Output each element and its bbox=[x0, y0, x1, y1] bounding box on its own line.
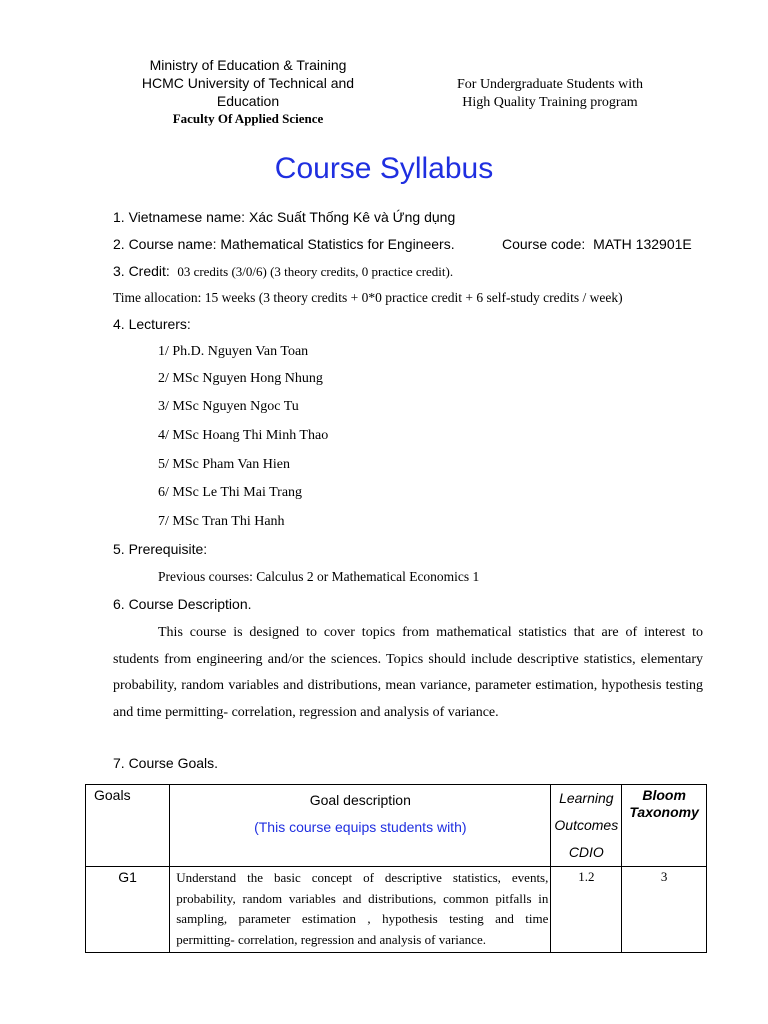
lecturer-item: 4/ MSc Hoang Thi Minh Thao bbox=[158, 428, 329, 443]
lecturer-item: 3/ MSc Nguyen Ngoc Tu bbox=[158, 399, 299, 414]
credit-line bbox=[113, 263, 453, 281]
course-description bbox=[113, 620, 703, 726]
header-goal-description bbox=[170, 785, 551, 867]
ministry-name: Ministry of Education & Training bbox=[149, 57, 347, 73]
course-code-line bbox=[502, 236, 692, 252]
prerequisite-label: 5. Prerequisite: bbox=[113, 541, 208, 557]
credit-value: 03 credits (3/0/6) (3 theory credits, 0 practice credit). bbox=[177, 264, 454, 279]
course-goals-table bbox=[85, 784, 707, 953]
description-label: 6. Course Description. bbox=[113, 596, 252, 612]
goal-id: G1 bbox=[86, 867, 170, 953]
course-name-value: Mathematical Statistics for Engineers. bbox=[220, 236, 455, 252]
program-line-2: High Quality Training program bbox=[462, 95, 638, 110]
header-goal-description-subtitle: (This course equips students with) bbox=[254, 819, 467, 835]
vietnamese-name-line bbox=[113, 209, 455, 225]
time-allocation: Time allocation: 15 weeks (3 theory credits + 0*0 practice credit + 6 self-study credits / week) bbox=[113, 290, 623, 305]
credit-label: 3. Credit: bbox=[113, 263, 170, 279]
lecturer-item: 2/ MSc Nguyen Hong Nhung bbox=[158, 371, 323, 386]
course-name-label: 2. Course name: bbox=[113, 236, 217, 252]
page-title: Course Syllabus bbox=[274, 152, 494, 185]
header-learning-outcomes: Learning Outcomes CDIO bbox=[551, 785, 622, 867]
goal-description: Understand the basic concept of descriptive statistics, events, probability, random variables and distributions, common pitfalls in sampling, parameter estimation , hypothesis testing and time permitting- correlation, regression and analysis of variance. bbox=[170, 867, 551, 953]
course-code-value: MATH 132901E bbox=[593, 236, 692, 252]
header-goals: Goals bbox=[86, 785, 170, 867]
vietnamese-name-label: 1. Vietnamese name: bbox=[113, 209, 246, 225]
university-name: HCMC University of Technical and Education bbox=[141, 75, 355, 109]
program-header bbox=[440, 76, 660, 112]
lecturer-item: 6/ MSc Le Thi Mai Trang bbox=[158, 485, 303, 500]
table-row bbox=[86, 867, 707, 953]
vietnamese-name-value: Xác Suất Thống Kê và Ứng dụng bbox=[248, 209, 456, 225]
course-description-text: This course is designed to cover topics from mathematical statistics that are of interest to students from engineering and/or the sciences. Topics should include descriptive statistics, elementary probability, random variables and distributions, mean variance, parameter estimation, hypothesis testing and time permitting- correlation, regression and analysis of variance. bbox=[113, 625, 703, 720]
ministry-header bbox=[118, 56, 378, 128]
lecturer-item: 1/ Ph.D. Nguyen Van Toan bbox=[158, 344, 309, 359]
goal-bloom-level: 3 bbox=[622, 867, 707, 953]
faculty-name: Faculty Of Applied Science bbox=[172, 111, 324, 126]
course-code-label: Course code: bbox=[502, 236, 586, 252]
table-header-row bbox=[86, 785, 707, 867]
goals-label: 7. Course Goals. bbox=[113, 755, 219, 771]
course-name-line bbox=[113, 236, 455, 252]
lecturer-item: 5/ MSc Pham Van Hien bbox=[158, 457, 290, 472]
lecturers-label: 4. Lecturers: bbox=[113, 316, 191, 332]
header-goal-description-title: Goal description bbox=[309, 792, 411, 808]
program-line-1: For Undergraduate Students with bbox=[457, 77, 643, 92]
goal-learning-outcome: 1.2 bbox=[551, 867, 622, 953]
lecturer-item: 7/ MSc Tran Thi Hanh bbox=[158, 514, 285, 529]
prerequisite-value: Previous courses: Calculus 2 or Mathematical Economics 1 bbox=[158, 569, 480, 584]
header-bloom-taxonomy: Bloom Taxonomy bbox=[622, 785, 707, 867]
